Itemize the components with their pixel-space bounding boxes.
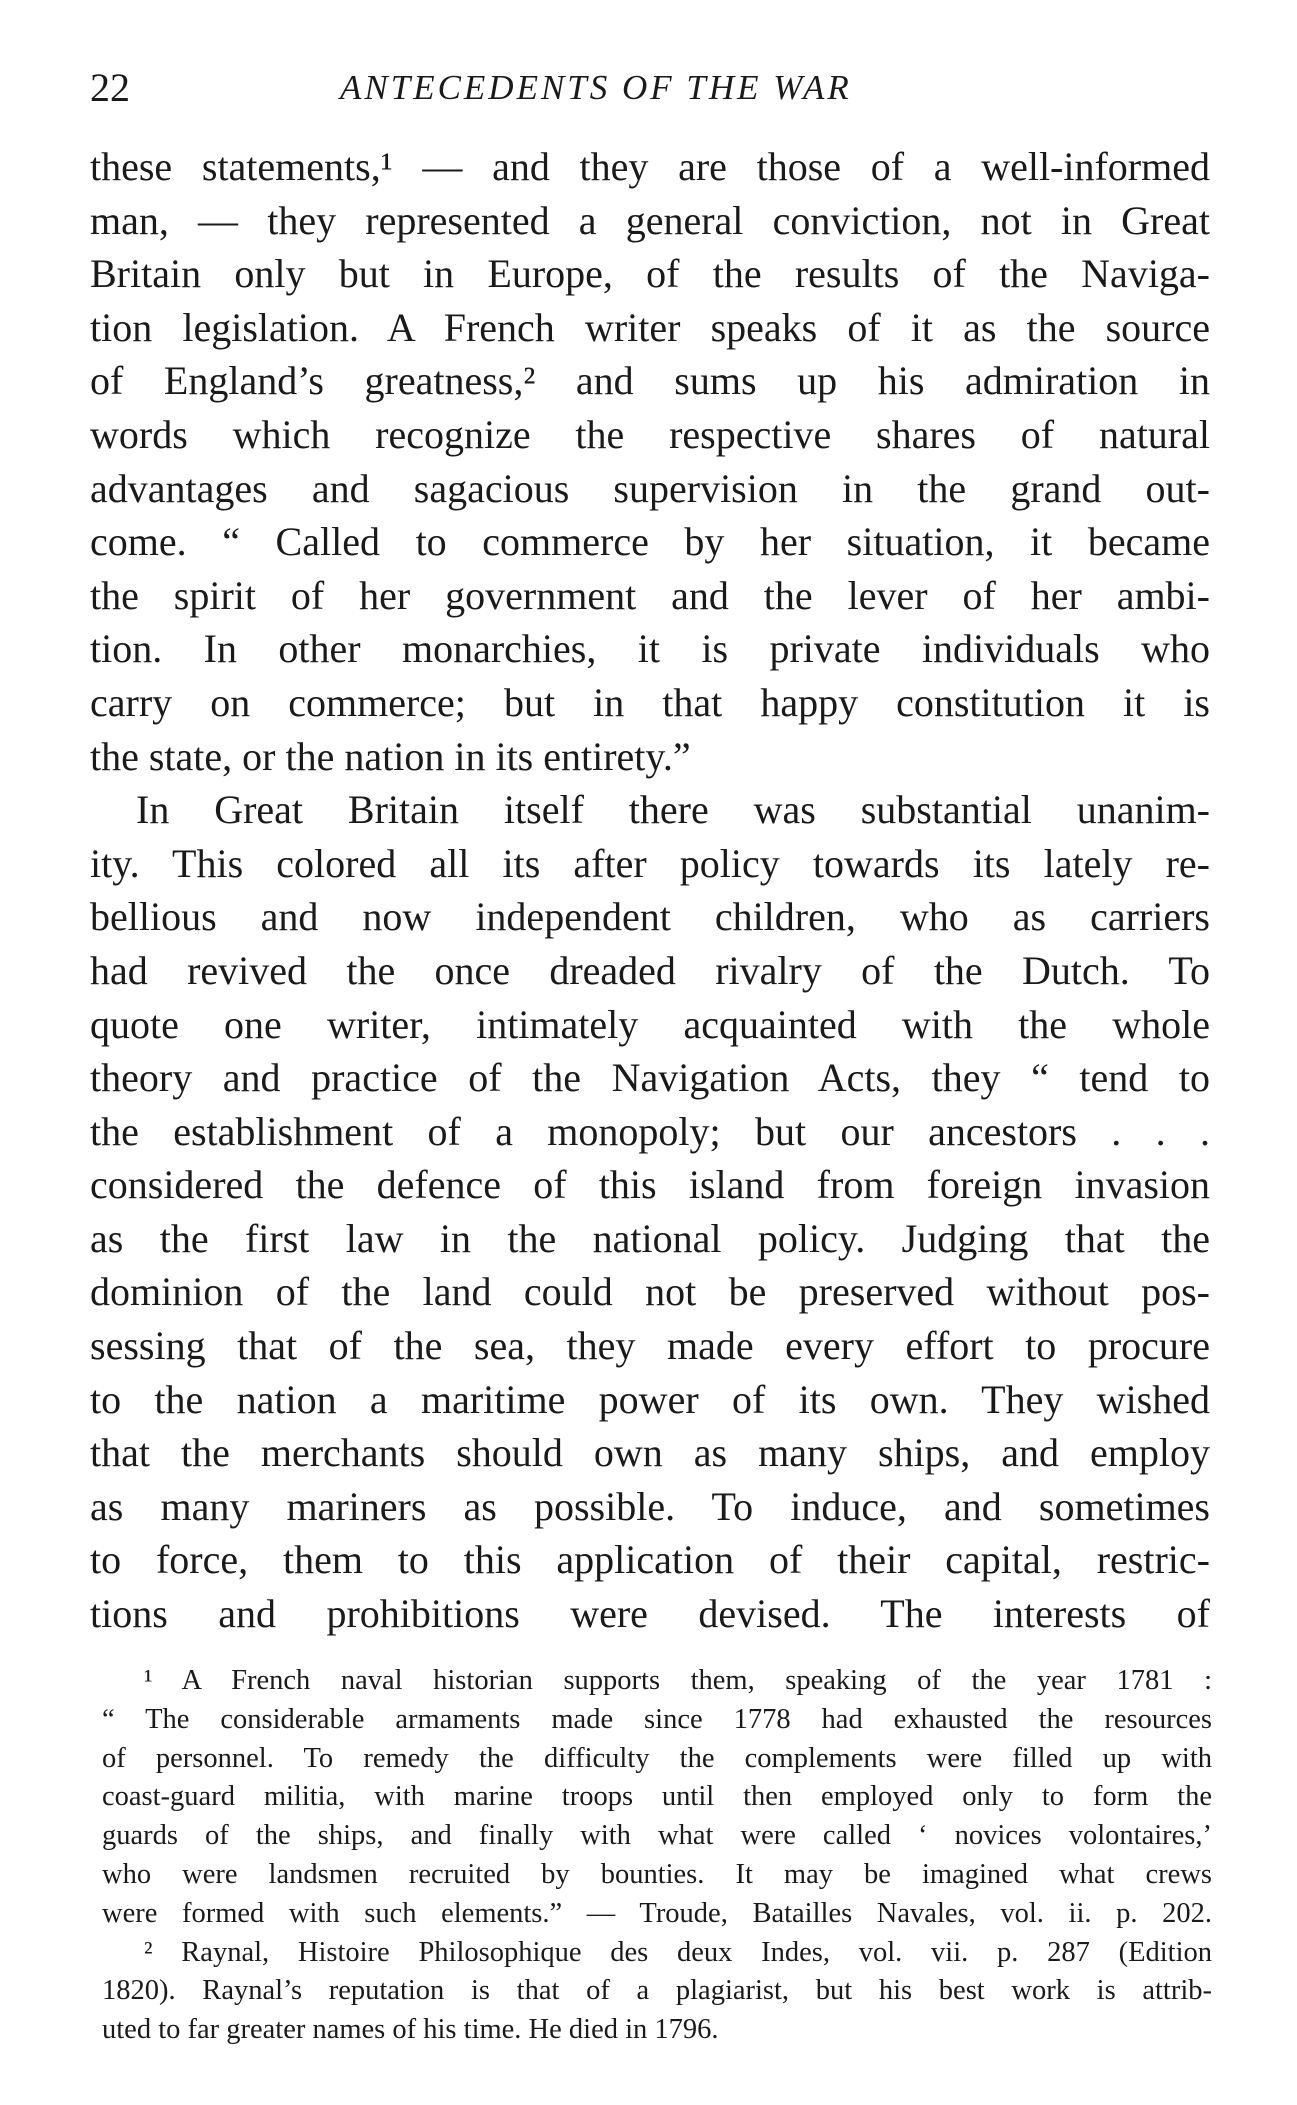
body-line: come. “ Called to commerce by her situation, it became [90, 519, 1210, 565]
page-number: 22 [90, 65, 130, 110]
running-head [90, 58, 1220, 118]
body-line: tion. In other monarchies, it is private individuals who [90, 626, 1210, 672]
footnote-line: were formed with such elements.” — Troude, Batailles Navales, vol. ii. p. 202. [102, 1897, 1212, 1929]
body-line: the state, or the nation in its entirety.” [90, 733, 691, 779]
body-text [90, 140, 1210, 1641]
body-line: that the merchants should own as many ships, and employ [90, 1430, 1210, 1476]
footnote-line: ¹ A French naval historian supports them, speaking of the year 1781 : [144, 1665, 1212, 1696]
footnote-line: who were landsmen recruited by bounties. It may be imagined what crews [102, 1858, 1212, 1890]
body-line: Britain only but in Europe, of the results of the Naviga- [90, 251, 1210, 297]
body-line: carry on commerce; but in that happy constitution it is [90, 679, 1210, 725]
footnote-line: “ The considerable armaments made since 1778 had exhausted the resources [102, 1703, 1212, 1735]
footnotes [102, 1662, 1212, 2050]
footnote-line: ² Raynal, Histoire Philosophique des deux Indes, vol. vii. p. 287 (Edition [144, 1936, 1212, 1968]
body-line: sessing that of the sea, they made every effort to procure [90, 1323, 1210, 1369]
body-line: the spirit of her government and the lever of her ambi- [90, 572, 1210, 618]
body-line: as many mariners as possible. To induce, and sometimes [90, 1483, 1210, 1529]
footnote-line: 1820). Raynal’s reputation is that of a plagiarist, but his best work is attrib- [102, 1975, 1212, 2007]
body-line: man, — they represented a general conviction, not in Great [90, 197, 1210, 243]
body-line: of England’s greatness,² and sums up his admiration in [90, 358, 1210, 404]
running-title: ANTECEDENTS OF THE WAR [340, 68, 852, 107]
body-line: the establishment of a monopoly; but our ancestors . . . [90, 1108, 1210, 1154]
footnote-line: of personnel. To remedy the difficulty the complements were filled up with [102, 1742, 1212, 1774]
footnote-line: coast-guard militia, with marine troops until then employed only to form the [102, 1781, 1212, 1813]
body-line: In Great Britain itself there was substantial unanim- [136, 787, 1210, 833]
body-line: tions and prohibitions were devised. The interests of [90, 1591, 1210, 1637]
body-line: words which recognize the respective shares of natural [90, 411, 1210, 457]
body-line: had revived the once dreaded rivalry of the Dutch. To [90, 947, 1210, 993]
body-line: these statements,¹ — and they are those of a well-informed [90, 144, 1210, 189]
body-line: tion legislation. A French writer speaks of it as the source [90, 304, 1210, 350]
body-line: as the first law in the national policy. Judging that the [90, 1215, 1210, 1261]
body-line: advantages and sagacious supervision in the grand out- [90, 465, 1210, 511]
body-line: ity. This colored all its after policy towards its lately re- [90, 840, 1210, 886]
body-line: quote one writer, intimately acquainted with the whole [90, 1001, 1210, 1047]
body-line: to force, them to this application of their capital, restric- [90, 1537, 1210, 1583]
body-line: dominion of the land could not be preserved without pos- [90, 1269, 1210, 1315]
footnote-line: uted to far greater names of his time. He died in 1796. [102, 2014, 719, 2046]
footnote-line: guards of the ships, and finally with what were called ‘ novices volontaires,’ [102, 1820, 1212, 1852]
body-line: considered the defence of this island from foreign invasion [90, 1162, 1210, 1208]
body-line: theory and practice of the Navigation Acts, they “ tend to [90, 1055, 1210, 1101]
body-line: bellious and now independent children, who as carriers [90, 894, 1210, 940]
body-line: to the nation a maritime power of its own. They wished [90, 1376, 1210, 1422]
